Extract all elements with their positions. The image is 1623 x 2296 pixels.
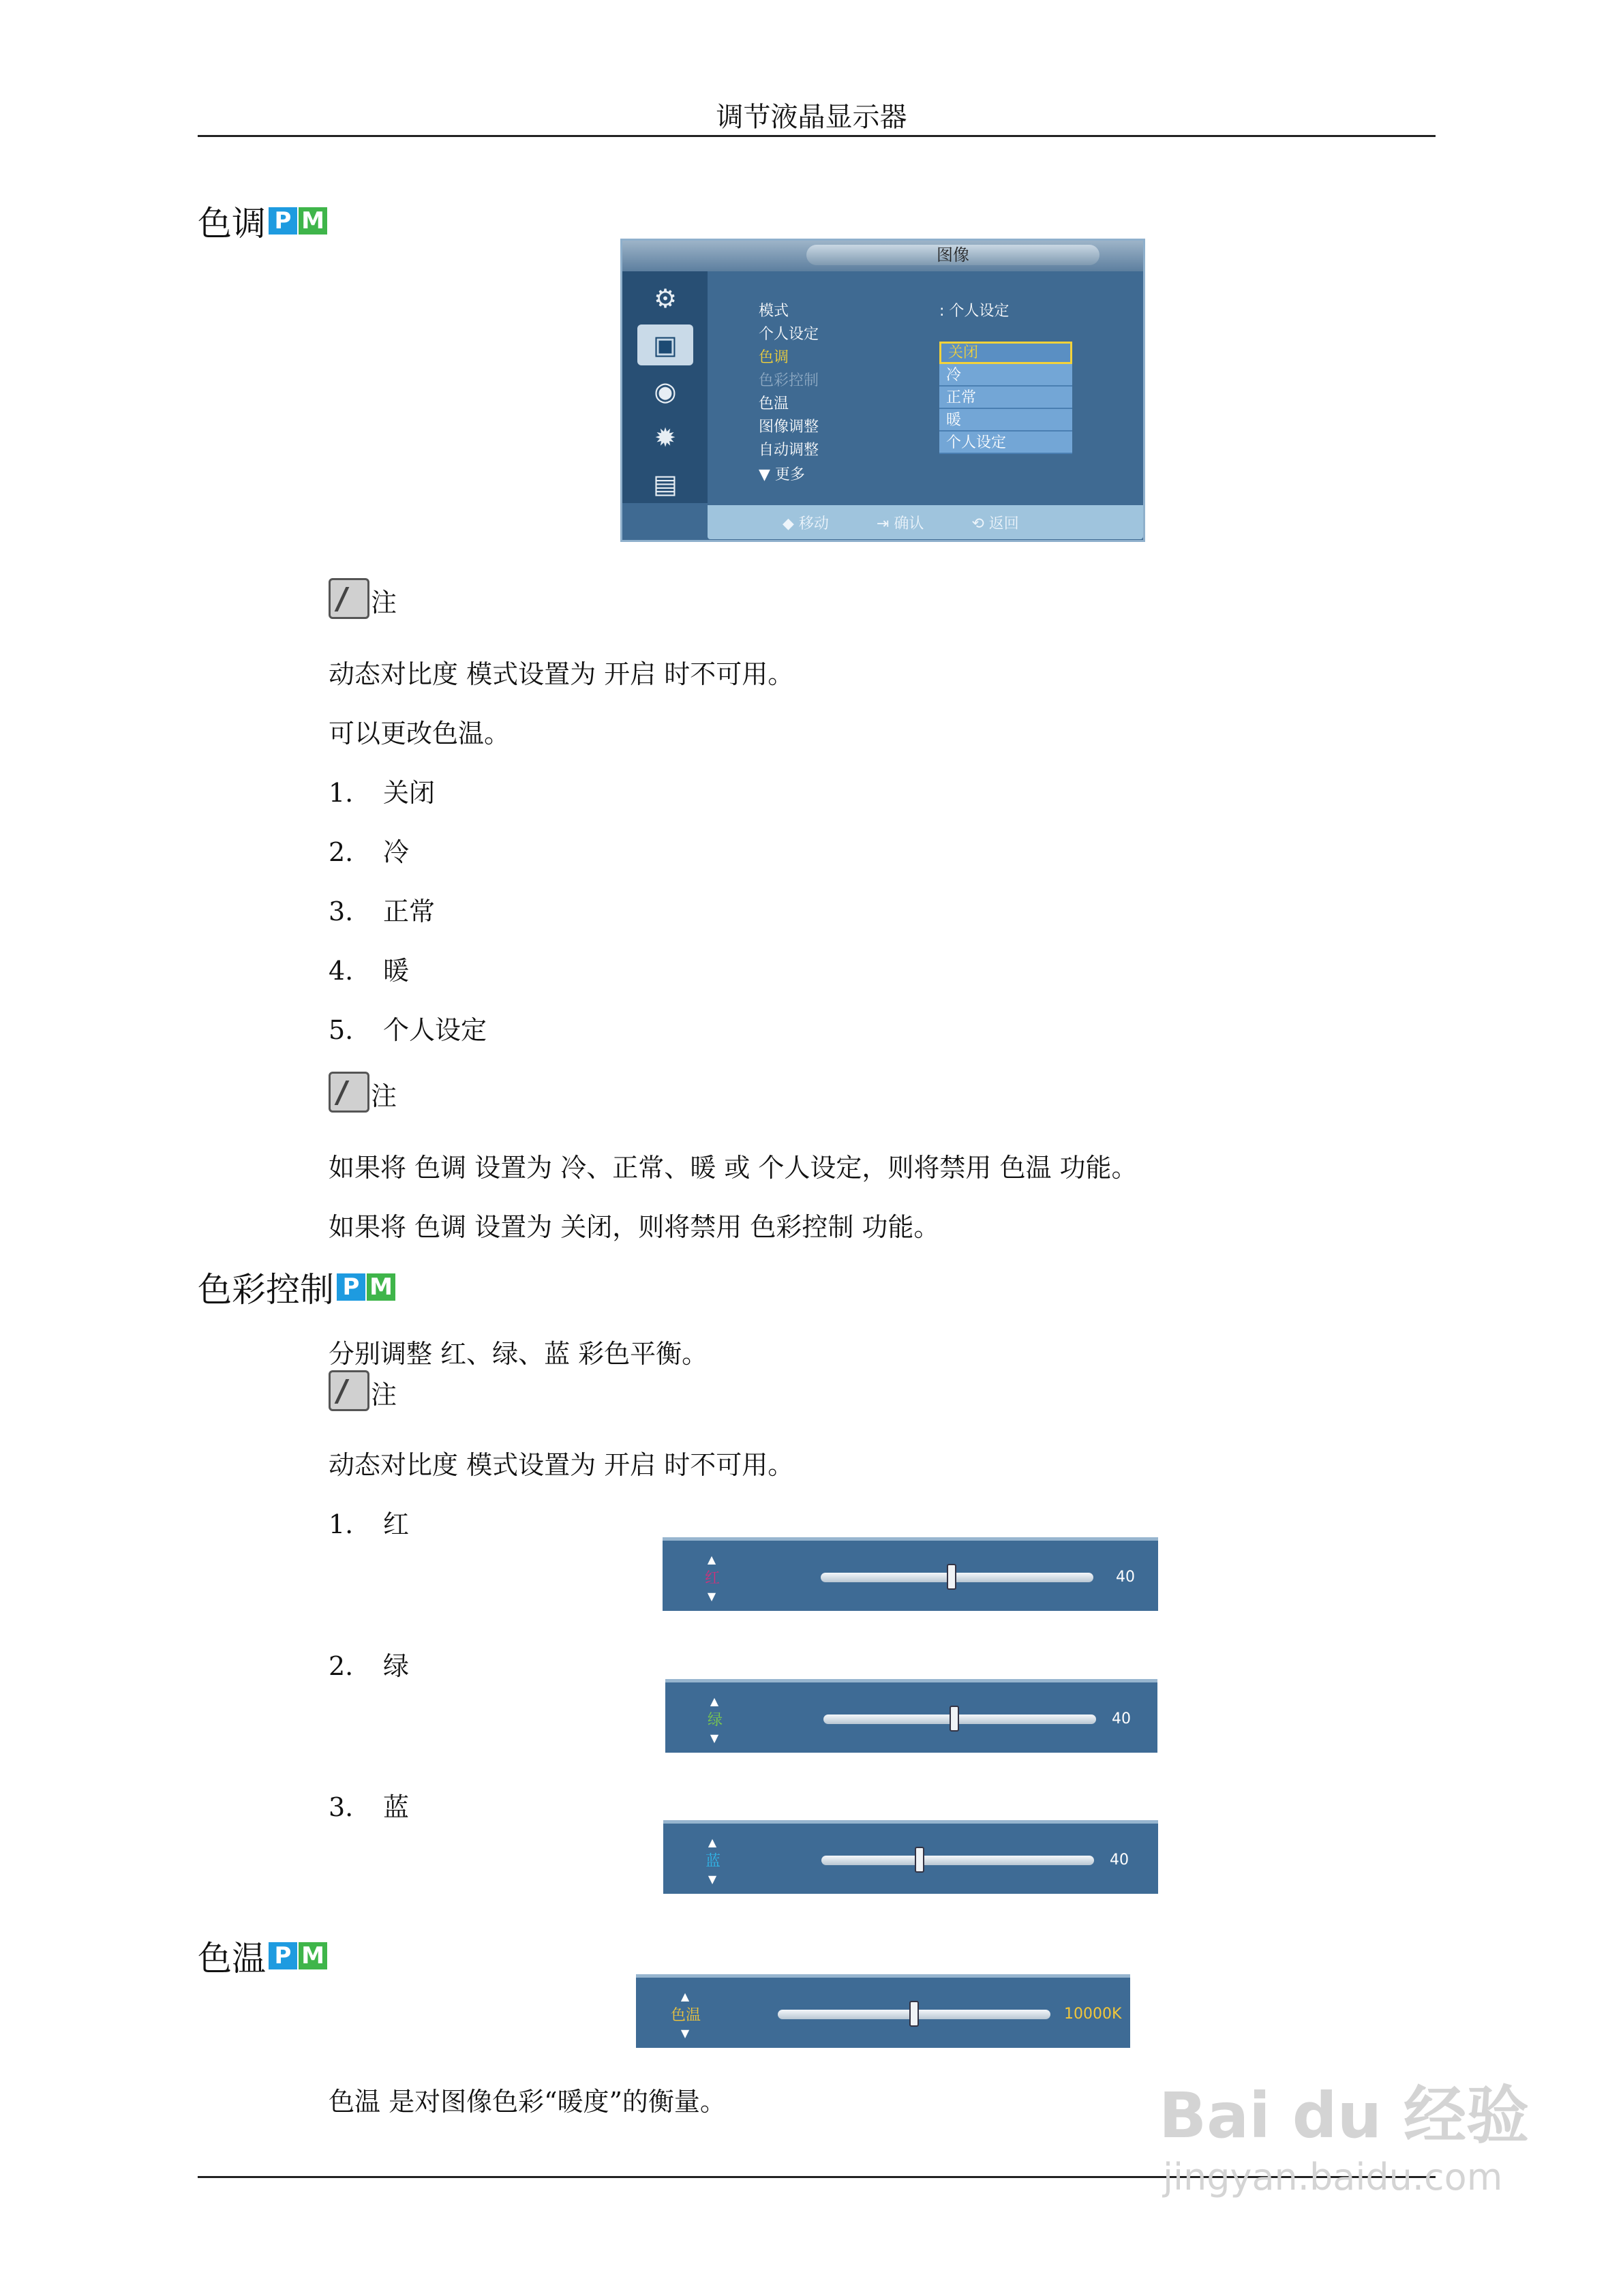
note-icon (329, 578, 369, 619)
menu-item-color-temp[interactable]: 色温 (759, 395, 789, 412)
slider-thumb[interactable] (909, 2001, 919, 2027)
list-item: 1. 红 (329, 1509, 410, 1539)
menu-item-image-adjust[interactable]: 图像调整 (759, 419, 819, 436)
menu-item-auto-adjust[interactable]: 自动调整 (759, 442, 819, 459)
note-label: 注 (371, 588, 397, 618)
pm-badge-icon: P M (269, 1942, 327, 1969)
note-1 (329, 578, 397, 619)
note-label: 注 (371, 1081, 397, 1111)
down-arrow-icon[interactable]: ▼ (680, 2027, 690, 2040)
pm-badge-icon: P M (337, 1273, 395, 1301)
slider-label: 绿 (707, 1712, 723, 1729)
input-icon[interactable]: ⚙ (653, 284, 678, 314)
body-text: 色温 是对图像色彩“暖度”的衡量。 (329, 2087, 726, 2117)
up-arrow-icon[interactable]: ▲ (710, 1695, 719, 1708)
note-icon (329, 1370, 369, 1411)
multi-window-icon[interactable]: ▤ (653, 469, 678, 499)
list-item: 4. 暖 (329, 956, 410, 986)
tint-dropdown[interactable] (939, 342, 1072, 454)
list-item: 2. 绿 (329, 1651, 410, 1681)
sound-icon[interactable]: ◉ (654, 376, 677, 406)
pm-badge-icon: P M (269, 207, 327, 235)
note-text: 如果将 色调 设置为 冷、正常、暖 或 个人设定，则将禁用 色温 功能。 (329, 1153, 1138, 1183)
down-arrow-icon[interactable]: ▼ (708, 1873, 717, 1886)
return-hint: ⟲ 返回 (971, 515, 1019, 532)
menu-footer (708, 505, 1143, 539)
watermark-url: jingyan.baidu.com (1163, 2156, 1503, 2199)
note-text: 动态对比度 模式设置为 开启 时不可用。 (329, 659, 794, 689)
dropdown-option[interactable]: 正常 (939, 387, 1072, 409)
down-arrow-icon[interactable]: ▼ (710, 1732, 719, 1744)
slider-label: 红 (704, 1570, 720, 1587)
menu-item-tint[interactable]: 色调 (759, 349, 789, 366)
header-rule (198, 135, 1436, 137)
menu-item-custom[interactable]: 个人设定 (759, 326, 819, 343)
setup-icon[interactable]: ✹ (654, 423, 676, 453)
enter-hint: ⇥ 确认 (876, 515, 924, 532)
note-3 (329, 1370, 397, 1411)
slider-label: 色温 (670, 2007, 701, 2024)
menu-item-mode[interactable]: 模式 (759, 303, 789, 320)
dropdown-option[interactable]: 关闭 (939, 342, 1072, 364)
slider-thumb[interactable] (950, 1706, 959, 1732)
slider-blue[interactable] (663, 1820, 1158, 1894)
note-text: 如果将 色调 设置为 关闭，则将禁用 色彩控制 功能。 (329, 1212, 940, 1242)
menu-sidebar (622, 271, 708, 503)
section-heading-color-temp (198, 1931, 327, 1980)
picture-icon[interactable]: ▣ (637, 324, 693, 365)
down-arrow-icon[interactable]: ▼ (707, 1590, 716, 1603)
dropdown-option[interactable]: 暖 (939, 409, 1072, 432)
note-icon (329, 1072, 369, 1113)
menu-item-color-control[interactable]: 色彩控制 (759, 372, 819, 389)
slider-value: 40 (1110, 1852, 1129, 1869)
watermark-brand: Bai du 经验 (1159, 2079, 1530, 2152)
slider-green[interactable] (665, 1679, 1157, 1753)
section-title: 色彩控制 (198, 1270, 334, 1310)
up-arrow-icon[interactable]: ▲ (680, 1990, 690, 2003)
slider-value: 40 (1116, 1569, 1135, 1586)
slider-label: 蓝 (705, 1853, 721, 1870)
move-hint: ◆ 移动 (783, 515, 829, 532)
section-heading-tint (198, 196, 327, 245)
dropdown-option[interactable]: 个人设定 (939, 432, 1072, 454)
slider-thumb[interactable] (947, 1564, 956, 1590)
section-title: 色温 (198, 1939, 266, 1978)
up-arrow-icon[interactable]: ▲ (707, 1553, 716, 1566)
list-item: 3. 蓝 (329, 1792, 410, 1822)
section-title: 色调 (198, 204, 266, 243)
osd-picture-menu (620, 239, 1145, 542)
menu-title: 图像 (806, 245, 1099, 265)
baidu-watermark (1159, 2066, 1529, 2199)
dropdown-option[interactable]: 冷 (939, 364, 1072, 387)
slider-track[interactable] (821, 1573, 1093, 1582)
intro-text: 可以更改色温。 (329, 719, 511, 749)
slider-red[interactable] (663, 1537, 1158, 1611)
slider-value: 40 (1112, 1710, 1131, 1727)
list-item: 2. 冷 (329, 837, 410, 867)
note-text: 动态对比度 模式设置为 开启 时不可用。 (329, 1450, 794, 1480)
section-heading-color-control (198, 1263, 395, 1312)
intro-text: 分别调整 红、绿、蓝 彩色平衡。 (329, 1339, 708, 1369)
list-item: 5. 个人设定 (329, 1015, 487, 1045)
slider-value: 10000K (1064, 2006, 1122, 2023)
menu-item-more[interactable]: ▼ 更多 (759, 466, 805, 483)
note-label: 注 (371, 1380, 397, 1410)
running-header: 调节液晶显示器 (716, 102, 907, 133)
slider-thumb[interactable] (915, 1847, 924, 1873)
list-item: 3. 正常 (329, 896, 436, 926)
note-2 (329, 1072, 397, 1113)
slider-track[interactable] (821, 1856, 1094, 1865)
slider-track[interactable] (823, 1715, 1096, 1724)
slider-color-temp[interactable] (636, 1974, 1130, 2048)
up-arrow-icon[interactable]: ▲ (708, 1836, 717, 1849)
list-item: 1. 关闭 (329, 778, 436, 808)
menu-mode-value: : 个人设定 (939, 303, 1010, 320)
